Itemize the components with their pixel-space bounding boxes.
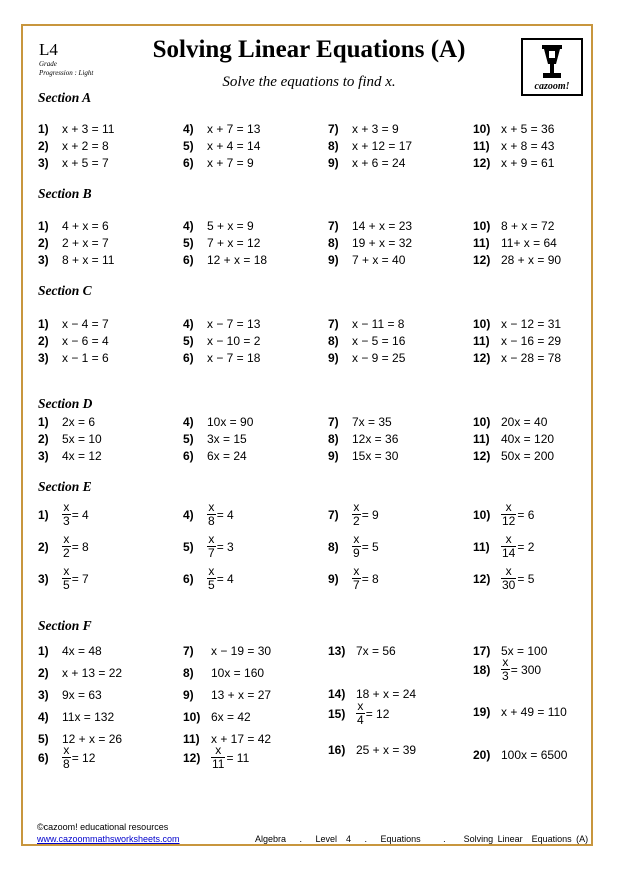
section-heading: Section F <box>38 618 92 633</box>
fraction: $\frac{x}{11}$ <box>212 743 225 771</box>
question-equation: 100x = 6500 <box>501 748 568 762</box>
question-number: 4) <box>183 122 194 136</box>
question-equation: $\frac{x}{14}$ = 2 <box>502 532 535 560</box>
question-item <box>38 501 89 528</box>
question-number: 7) <box>328 317 339 331</box>
question-item <box>328 533 379 560</box>
fraction: $\frac{x}{14}$ <box>502 532 516 560</box>
question-item <box>328 743 416 757</box>
question-equation: 40x = 120 <box>501 432 555 446</box>
question-item <box>328 236 412 250</box>
question-item <box>183 156 254 170</box>
question-equation: 2x = 6 <box>62 415 96 429</box>
question-number: 12) <box>183 750 201 765</box>
fraction: $\frac{x}{2}$ <box>63 532 70 560</box>
question-equation: 20x = 40 <box>501 415 548 429</box>
question-number: 3) <box>38 156 49 170</box>
question-item <box>473 748 567 762</box>
question-item <box>328 122 399 136</box>
question-number: 13) <box>328 644 346 658</box>
question-number: 8) <box>328 432 339 446</box>
question-number: 12) <box>473 571 491 586</box>
question-equation: 5x = 100 <box>501 644 548 658</box>
question-item <box>38 565 89 592</box>
question-number: 3) <box>38 351 49 365</box>
question-number: 10) <box>473 507 491 522</box>
question-equation: 10x = 90 <box>207 415 254 429</box>
question-item <box>38 533 89 560</box>
fraction: $\frac{x}{2}$ <box>353 500 360 528</box>
question-equation: $\frac{x}{8}$ = 12 <box>63 743 96 771</box>
question-equation: 4 + x = 6 <box>62 219 109 233</box>
question-number: 19) <box>473 705 491 719</box>
question-item <box>328 415 392 429</box>
question-equation: $\frac{x}{5}$ = 7 <box>63 564 89 592</box>
question-number: 10) <box>473 415 491 429</box>
question-equation: x + 7 = 13 <box>207 122 261 136</box>
question-item <box>38 219 109 233</box>
question-item <box>183 122 260 136</box>
question-item <box>183 253 267 267</box>
question-number: 20) <box>473 748 491 762</box>
question-equation: $\frac{x}{5}$ = 4 <box>208 564 234 592</box>
level-label: L4 <box>39 40 58 59</box>
question-number: 11) <box>473 334 490 348</box>
fraction: $\frac{x}{3}$ <box>502 655 509 683</box>
question-number: 4) <box>183 507 194 522</box>
question-item <box>473 219 554 233</box>
question-equation: $\frac{x}{7}$ = 3 <box>208 532 234 560</box>
question-number: 9) <box>328 156 339 170</box>
question-equation: 14 + x = 23 <box>352 219 413 233</box>
question-item <box>38 415 95 429</box>
question-item <box>473 656 541 683</box>
question-number: 5) <box>183 432 194 446</box>
question-item <box>328 700 389 727</box>
question-item <box>38 744 95 771</box>
question-number: 11) <box>473 432 490 446</box>
footer-breadcrumb: Algebra . Level 4 . Equations . Solving Linear Equations (A) <box>255 834 589 844</box>
question-equation: 18 + x = 24 <box>356 687 417 701</box>
question-equation: x + 2 = 8 <box>62 139 109 153</box>
question-equation: x − 6 = 4 <box>62 334 109 348</box>
question-number: 7) <box>183 644 194 658</box>
question-equation: $\frac{x}{9}$ = 5 <box>353 532 379 560</box>
question-equation: x + 13 = 22 <box>62 666 123 680</box>
question-number: 1) <box>38 122 49 136</box>
question-number: 7) <box>328 415 339 429</box>
question-item <box>328 351 405 365</box>
question-item <box>328 334 405 348</box>
question-equation: x − 11 = 8 <box>352 317 405 331</box>
question-number: 6) <box>183 449 194 463</box>
fraction: $\frac{x}{9}$ <box>353 532 360 560</box>
question-item <box>473 122 554 136</box>
question-item <box>183 565 234 592</box>
question-equation: x − 12 = 31 <box>501 317 562 331</box>
question-number: 4) <box>38 710 49 724</box>
question-item <box>38 236 109 250</box>
question-number: 9) <box>328 253 339 267</box>
question-number: 6) <box>183 253 194 267</box>
question-item <box>328 449 398 463</box>
question-equation: x + 8 = 43 <box>501 139 555 153</box>
question-equation: 12 + x = 18 <box>207 253 268 267</box>
question-item <box>183 334 260 348</box>
question-equation: $\frac{x}{4}$ = 12 <box>357 699 390 727</box>
question-equation: x + 12 = 17 <box>352 139 413 153</box>
question-number: 9) <box>328 449 339 463</box>
question-number: 8) <box>328 334 339 348</box>
question-item <box>183 351 260 365</box>
question-number: 5) <box>183 236 194 250</box>
question-item <box>38 253 114 267</box>
question-equation: $\frac{x}{2}$ = 8 <box>63 532 89 560</box>
fraction: $\frac{x}{3}$ <box>63 500 70 528</box>
question-number: 1) <box>38 415 49 429</box>
website-link[interactable]: www.cazoommathsworksheets.com <box>37 834 180 844</box>
question-equation: $\frac{x}{12}$ = 6 <box>502 500 535 528</box>
question-equation: 11+ x = 64 <box>501 236 557 250</box>
question-item <box>183 219 254 233</box>
question-item <box>38 688 102 702</box>
question-number: 7) <box>328 507 339 522</box>
question-equation: x + 3 = 9 <box>352 122 399 136</box>
question-number: 14) <box>328 687 346 701</box>
question-equation: x + 9 = 61 <box>501 156 555 170</box>
question-item <box>328 687 416 701</box>
question-number: 8) <box>328 236 339 250</box>
question-equation: 13 + x = 27 <box>211 688 272 702</box>
question-number: 6) <box>183 351 194 365</box>
question-number: 1) <box>38 317 49 331</box>
question-equation: $\frac{x}{30}$ = 5 <box>502 564 535 592</box>
question-item <box>38 644 102 658</box>
question-equation: x + 6 = 24 <box>352 156 406 170</box>
question-item <box>473 351 561 365</box>
question-item <box>473 156 554 170</box>
question-equation: 8 + x = 11 <box>62 253 115 267</box>
question-item <box>183 666 264 680</box>
question-equation: $\frac{x}{3}$ = 300 <box>502 655 542 683</box>
question-number: 2) <box>38 236 49 250</box>
question-number: 10) <box>183 710 201 724</box>
question-item <box>183 139 260 153</box>
question-number: 3) <box>38 688 49 702</box>
page-subtitle: Solve the equations to find x. <box>222 74 396 90</box>
question-item <box>38 317 109 331</box>
fraction: $\frac{x}{8}$ <box>63 743 70 771</box>
question-item <box>473 317 561 331</box>
question-item <box>38 139 109 153</box>
question-item <box>473 533 534 560</box>
section-heading: Section D <box>38 396 93 411</box>
question-number: 3) <box>38 571 49 586</box>
question-item <box>38 710 114 724</box>
question-equation: x + 3 = 11 <box>62 122 115 136</box>
question-number: 4) <box>183 317 194 331</box>
question-item <box>473 432 554 446</box>
copyright-text: ©cazoom! educational resources <box>37 822 169 832</box>
cazoom-logo <box>521 38 583 96</box>
question-equation: 11x = 132 <box>62 710 115 724</box>
question-item <box>183 501 234 528</box>
question-item <box>38 432 102 446</box>
question-item <box>473 236 557 250</box>
question-equation: x − 7 = 13 <box>207 317 261 331</box>
question-number: 11) <box>183 732 200 746</box>
question-equation: 10x = 160 <box>211 666 265 680</box>
question-item <box>473 501 534 528</box>
grade-label: Grade <box>39 60 57 68</box>
question-item <box>38 666 122 680</box>
fraction: $\frac{x}{5}$ <box>63 564 70 592</box>
question-equation: x − 28 = 78 <box>501 351 562 365</box>
fraction: $\frac{x}{7}$ <box>353 564 360 592</box>
question-equation: 12x = 36 <box>352 432 399 446</box>
question-equation: 19 + x = 32 <box>352 236 413 250</box>
question-equation: 12 + x = 26 <box>62 732 123 746</box>
fraction: $\frac{x}{12}$ <box>502 500 516 528</box>
question-equation: x − 7 = 18 <box>207 351 261 365</box>
question-item <box>38 334 109 348</box>
question-number: 8) <box>328 139 339 153</box>
question-number: 9) <box>183 688 194 702</box>
question-equation: 5 + x = 9 <box>207 219 254 233</box>
question-item <box>328 432 398 446</box>
question-equation: 7 + x = 40 <box>352 253 406 267</box>
question-number: 1) <box>38 507 49 522</box>
question-equation: 7x = 35 <box>352 415 392 429</box>
question-item <box>473 334 561 348</box>
question-equation: $\frac{x}{11}$ = 11 <box>212 743 250 771</box>
question-number: 7) <box>328 122 339 136</box>
question-number: 6) <box>183 156 194 170</box>
question-equation: $\frac{x}{7}$ = 8 <box>353 564 379 592</box>
question-item <box>183 533 234 560</box>
question-equation: 6x = 24 <box>207 449 247 463</box>
question-equation: $\frac{x}{2}$ = 9 <box>353 500 379 528</box>
question-number: 2) <box>38 432 49 446</box>
question-equation: x − 19 = 30 <box>211 644 272 658</box>
question-number: 10) <box>473 317 491 331</box>
question-number: 11) <box>473 236 490 250</box>
question-item <box>328 253 405 267</box>
question-equation: $\frac{x}{8}$ = 4 <box>208 500 234 528</box>
fraction: $\frac{x}{4}$ <box>357 699 364 727</box>
question-item <box>473 415 547 429</box>
question-equation: x − 10 = 2 <box>207 334 261 348</box>
question-number: 12) <box>473 253 491 267</box>
question-number: 10) <box>473 122 491 136</box>
question-number: 1) <box>38 644 49 658</box>
question-number: 12) <box>473 449 491 463</box>
question-number: 5) <box>183 539 194 554</box>
question-equation: 7 + x = 12 <box>207 236 261 250</box>
fraction: $\frac{x}{5}$ <box>208 564 215 592</box>
question-item <box>473 565 534 592</box>
question-item <box>473 139 554 153</box>
question-number: 9) <box>328 571 339 586</box>
question-item <box>183 415 253 429</box>
question-equation: 4x = 12 <box>62 449 102 463</box>
question-item <box>473 449 554 463</box>
question-item <box>183 317 260 331</box>
question-item <box>473 705 567 719</box>
question-equation: x + 7 = 9 <box>207 156 254 170</box>
question-number: 16) <box>328 743 346 757</box>
question-number: 12) <box>473 156 491 170</box>
question-item <box>473 253 561 267</box>
page-title: Solving Linear Equations (A) <box>152 36 466 63</box>
question-number: 11) <box>473 139 490 153</box>
question-equation: 15x = 30 <box>352 449 399 463</box>
question-number: 10) <box>473 219 491 233</box>
question-equation: 4x = 48 <box>62 644 102 658</box>
question-item <box>38 351 109 365</box>
question-item <box>183 710 251 724</box>
question-number: 2) <box>38 666 49 680</box>
question-number: 12) <box>473 351 491 365</box>
question-equation: x + 4 = 14 <box>207 139 261 153</box>
question-number: 5) <box>183 334 194 348</box>
question-item <box>183 744 249 771</box>
question-number: 9) <box>328 351 339 365</box>
question-equation: 8 + x = 72 <box>501 219 555 233</box>
question-number: 7) <box>328 219 339 233</box>
question-item <box>328 565 379 592</box>
question-equation: 25 + x = 39 <box>356 743 417 757</box>
section-heading: Section E <box>38 479 92 494</box>
question-item <box>183 688 271 702</box>
question-equation: x − 9 = 25 <box>352 351 406 365</box>
question-number: 3) <box>38 449 49 463</box>
question-item <box>183 432 247 446</box>
question-equation: x + 5 = 7 <box>62 156 109 170</box>
logo-text: cazoom! <box>534 81 570 92</box>
question-equation: 7x = 56 <box>356 644 396 658</box>
question-item <box>328 219 412 233</box>
fraction: $\frac{x}{7}$ <box>208 532 215 560</box>
question-item <box>328 317 404 331</box>
fraction: $\frac{x}{8}$ <box>208 500 215 528</box>
question-equation: x + 5 = 36 <box>501 122 555 136</box>
section-heading: Section A <box>38 90 92 105</box>
question-equation: 2 + x = 7 <box>62 236 109 250</box>
question-equation: 28 + x = 90 <box>501 253 562 267</box>
question-number: 1) <box>38 219 49 233</box>
question-equation: 9x = 63 <box>62 688 102 702</box>
question-number: 8) <box>183 666 194 680</box>
question-equation: x − 4 = 7 <box>62 317 109 331</box>
question-number: 5) <box>183 139 194 153</box>
progression-label: Progression : Light <box>39 69 94 77</box>
question-equation: 6x = 42 <box>211 710 251 724</box>
question-item <box>183 644 271 658</box>
question-equation: 3x = 15 <box>207 432 247 446</box>
question-equation: x + 49 = 110 <box>501 705 567 719</box>
question-number: 3) <box>38 253 49 267</box>
question-item <box>328 644 396 658</box>
question-equation: x + 17 = 42 <box>211 732 272 746</box>
question-item <box>183 236 260 250</box>
trophy-icon <box>523 42 581 84</box>
question-number: 6) <box>38 750 49 765</box>
question-number: 2) <box>38 334 49 348</box>
question-item <box>38 156 109 170</box>
question-item <box>328 501 379 528</box>
question-number: 4) <box>183 219 194 233</box>
question-equation: 5x = 10 <box>62 432 102 446</box>
question-item <box>328 139 412 153</box>
question-number: 6) <box>183 571 194 586</box>
question-number: 2) <box>38 539 49 554</box>
worksheet-page <box>21 24 593 846</box>
question-number: 2) <box>38 139 49 153</box>
fraction: $\frac{x}{30}$ <box>502 564 516 592</box>
question-number: 8) <box>328 539 339 554</box>
question-item <box>38 122 114 136</box>
question-item <box>38 449 102 463</box>
question-equation: x − 5 = 16 <box>352 334 406 348</box>
question-equation: 50x = 200 <box>501 449 555 463</box>
question-equation: x − 16 = 29 <box>501 334 562 348</box>
section-heading: Section B <box>38 186 92 201</box>
question-number: 11) <box>473 539 490 554</box>
question-number: 18) <box>473 662 491 677</box>
question-equation: x − 1 = 6 <box>62 351 109 365</box>
question-number: 4) <box>183 415 194 429</box>
question-item <box>183 449 247 463</box>
question-item <box>328 156 405 170</box>
question-number: 15) <box>328 706 346 721</box>
section-heading: Section C <box>38 283 92 298</box>
question-number: 17) <box>473 644 491 658</box>
question-equation: $\frac{x}{3}$ = 4 <box>63 500 89 528</box>
question-number: 5) <box>38 732 49 746</box>
